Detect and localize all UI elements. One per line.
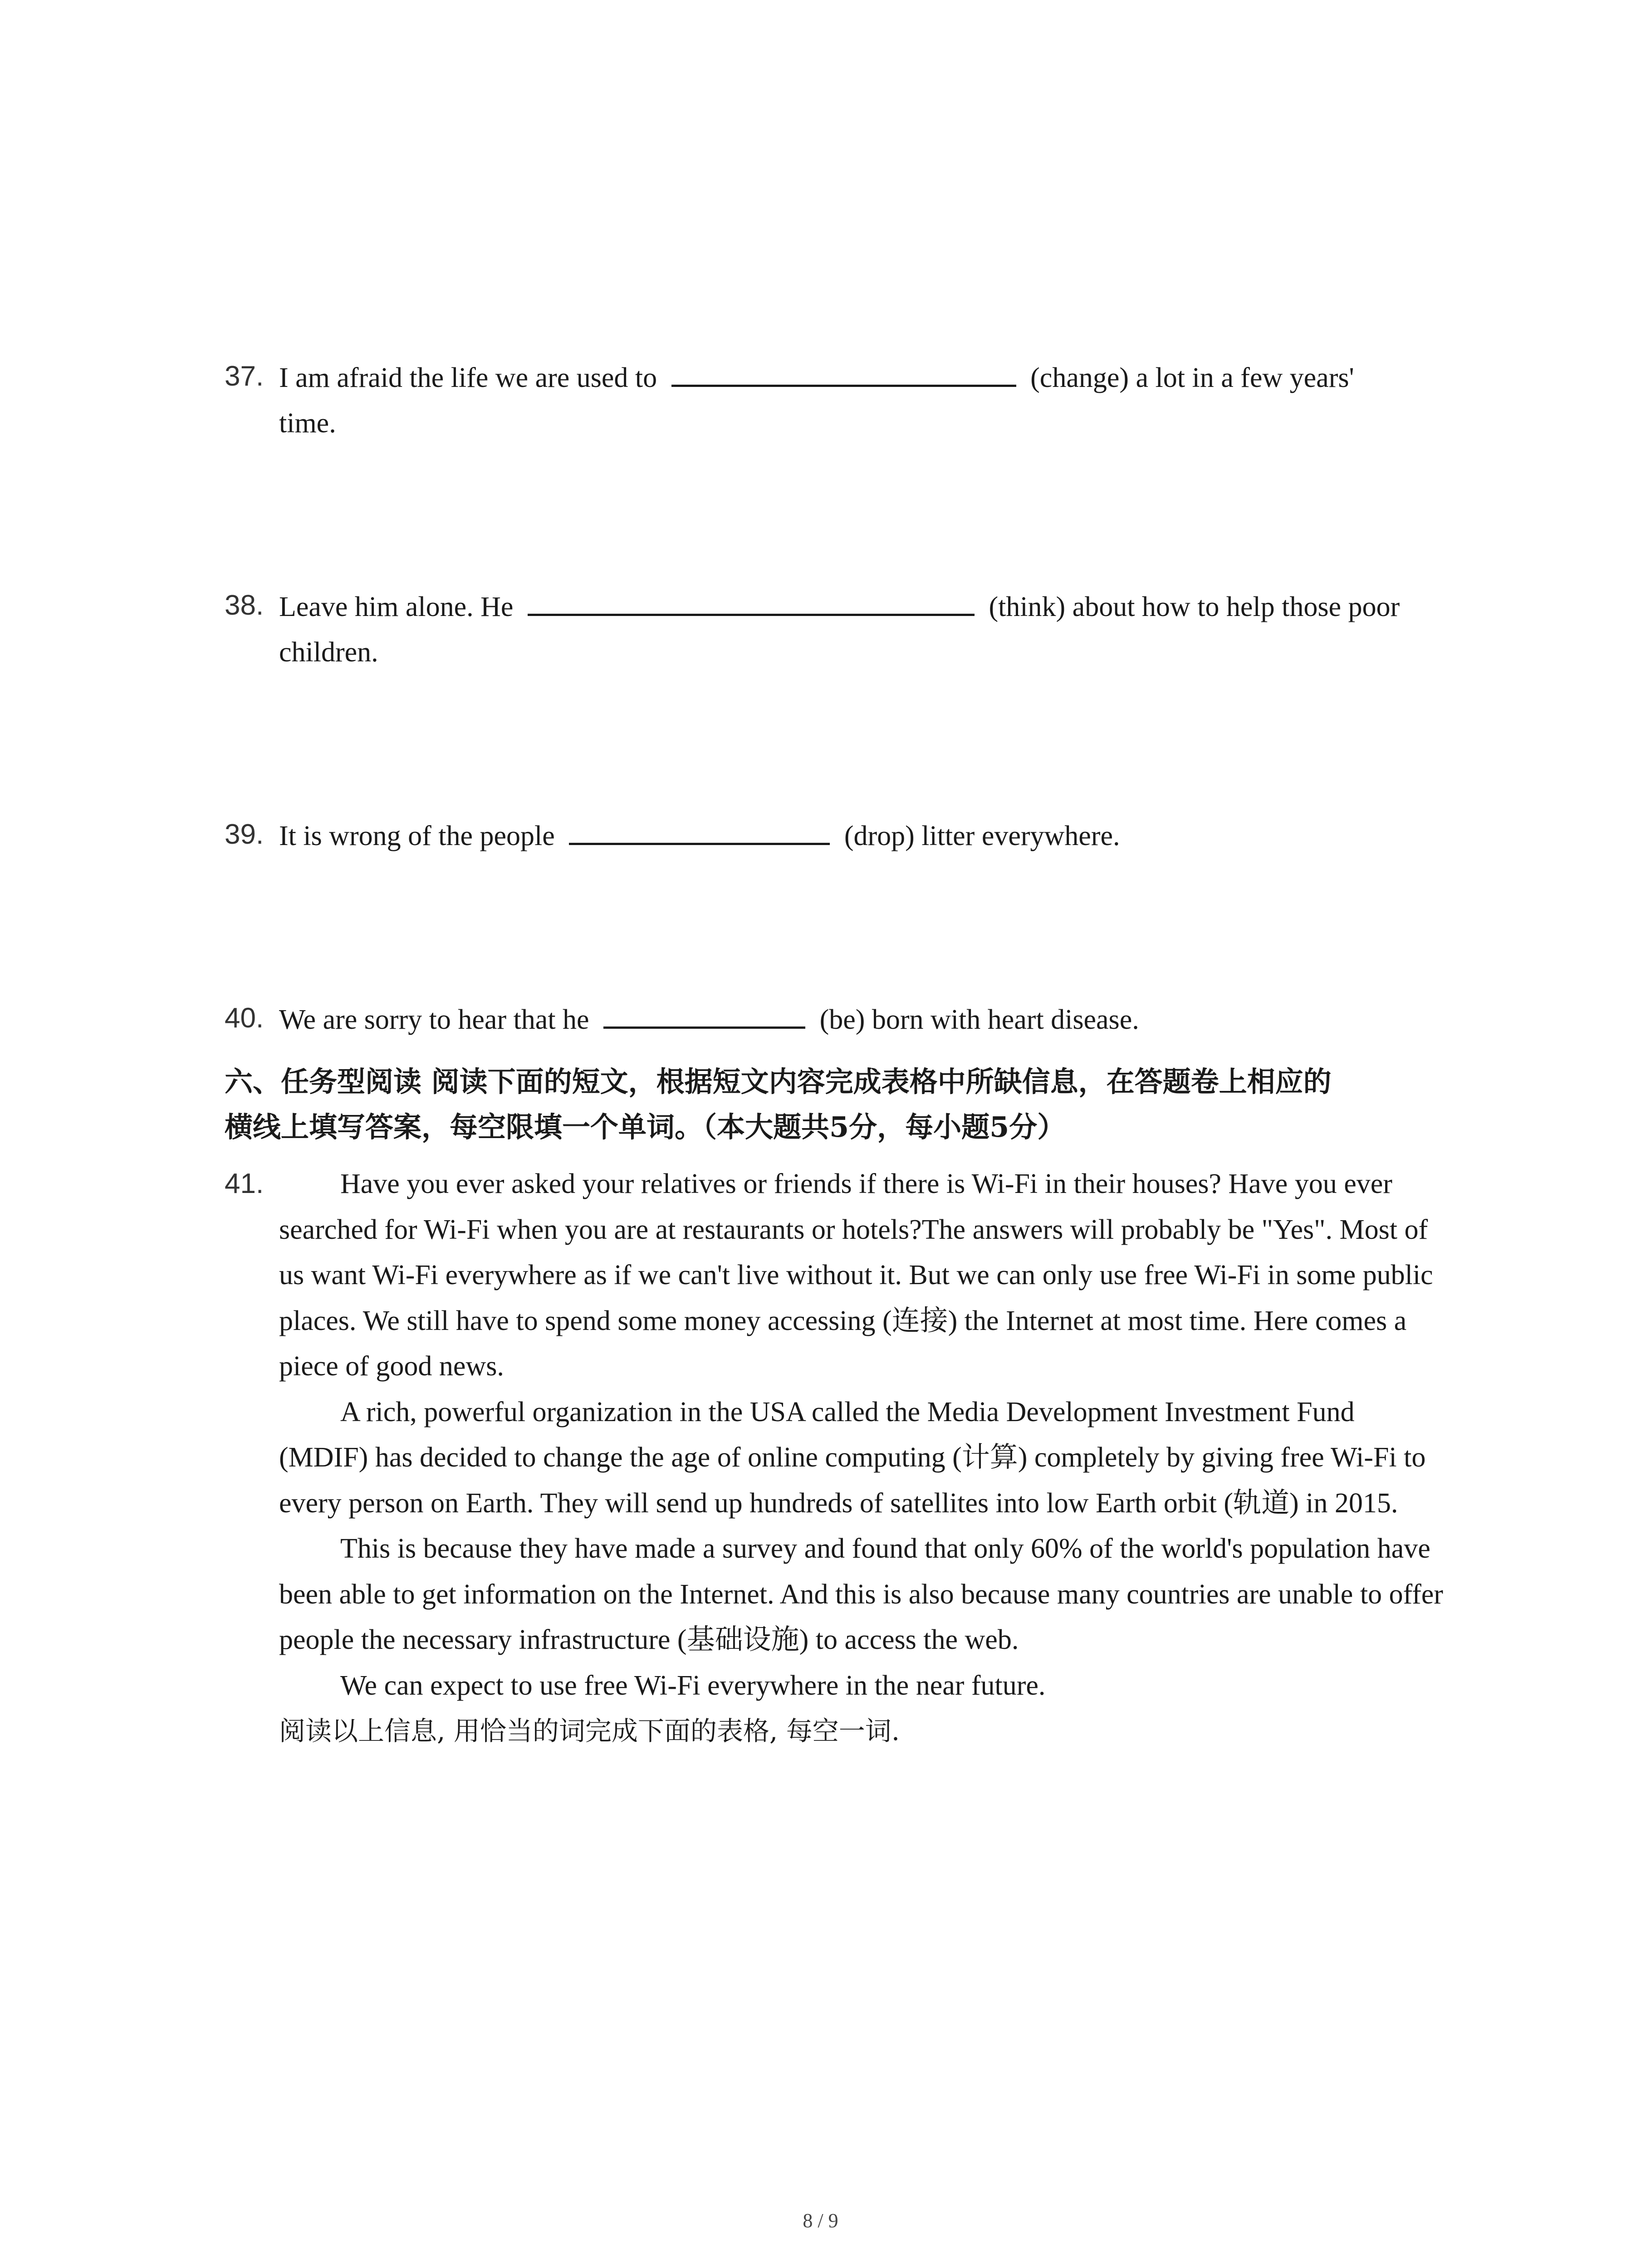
question-40 [225,996,1450,1042]
question-number: 37. [225,361,264,392]
question-39 [225,812,1450,859]
question-38 [225,583,1450,675]
question-number: 41. [225,1168,264,1199]
answer-blank[interactable] [671,354,1016,387]
page-number: 8 / 9 [803,2209,838,2232]
section-heading-line2: 横线上填写答案，每空限填一个单词。（本大题共5分，每小题5分） [225,1110,1066,1144]
answer-blank[interactable] [528,583,975,616]
question-text-cont: children. [279,637,378,668]
passage-paragraph-1: Have you ever asked your relatives or friends if there is Wi-Fi in their houses? Have you ever searched for Wi-Fi when you are at restaurants or hotels?The answers will probably be "Yes". Most of us want Wi-Fi everywhere as if we can't live without it. But we can only use free Wi-Fi in some public places. We still have to spend some money accessing (连接) the Internet at most time. Here comes a piece of good news. [279,1168,1433,1382]
question-number: 39. [225,819,264,850]
question-text: We are sorry to hear that he [279,1004,589,1035]
passage-instruction: 阅读以上信息, 用恰当的词完成下面的表格, 每空一词. [279,1716,900,1746]
question-hint: (change) a lot in a few years' [1030,362,1354,393]
question-text: Leave him alone. He [279,591,514,622]
question-hint: (think) about how to help those poor [989,591,1400,622]
answer-blank[interactable] [569,812,830,845]
question-hint: (be) born with heart disease. [819,1004,1139,1035]
passage-paragraph-3: This is because they have made a survey and found that only 60% of the world's population have been able to get information on the Internet. And this is also because many countries are unable to offer people the necessary infrastructure (基础设施) to access the web. [279,1533,1443,1655]
question-text-cont: time. [279,408,336,439]
section-heading [225,1059,1450,1150]
question-37 [225,354,1450,446]
question-number: 40. [225,1002,264,1034]
question-hint: (drop) litter everywhere. [844,821,1120,851]
question-text: I am afraid the life we are used to [279,362,657,393]
question-number: 38. [225,590,264,621]
passage-paragraph-2: A rich, powerful organization in the USA called the Media Development Investment Fund (MDIF) has decided to change the age of online computing (计算) completely by giving free Wi-Fi to every person on Earth. They will send up hundreds of satellites into low Earth orbit (轨道) in 2015. [279,1396,1426,1519]
answer-blank[interactable] [603,996,805,1029]
question-text: It is wrong of the people [279,821,555,851]
section-heading-line1: 六、任务型阅读 阅读下面的短文，根据短文内容完成表格中所缺信息，在答题卷上相应的 [225,1065,1332,1098]
passage-paragraph-4: We can expect to use free Wi-Fi everywhere in the near future. [340,1670,1046,1701]
reading-passage [225,1161,1450,1754]
